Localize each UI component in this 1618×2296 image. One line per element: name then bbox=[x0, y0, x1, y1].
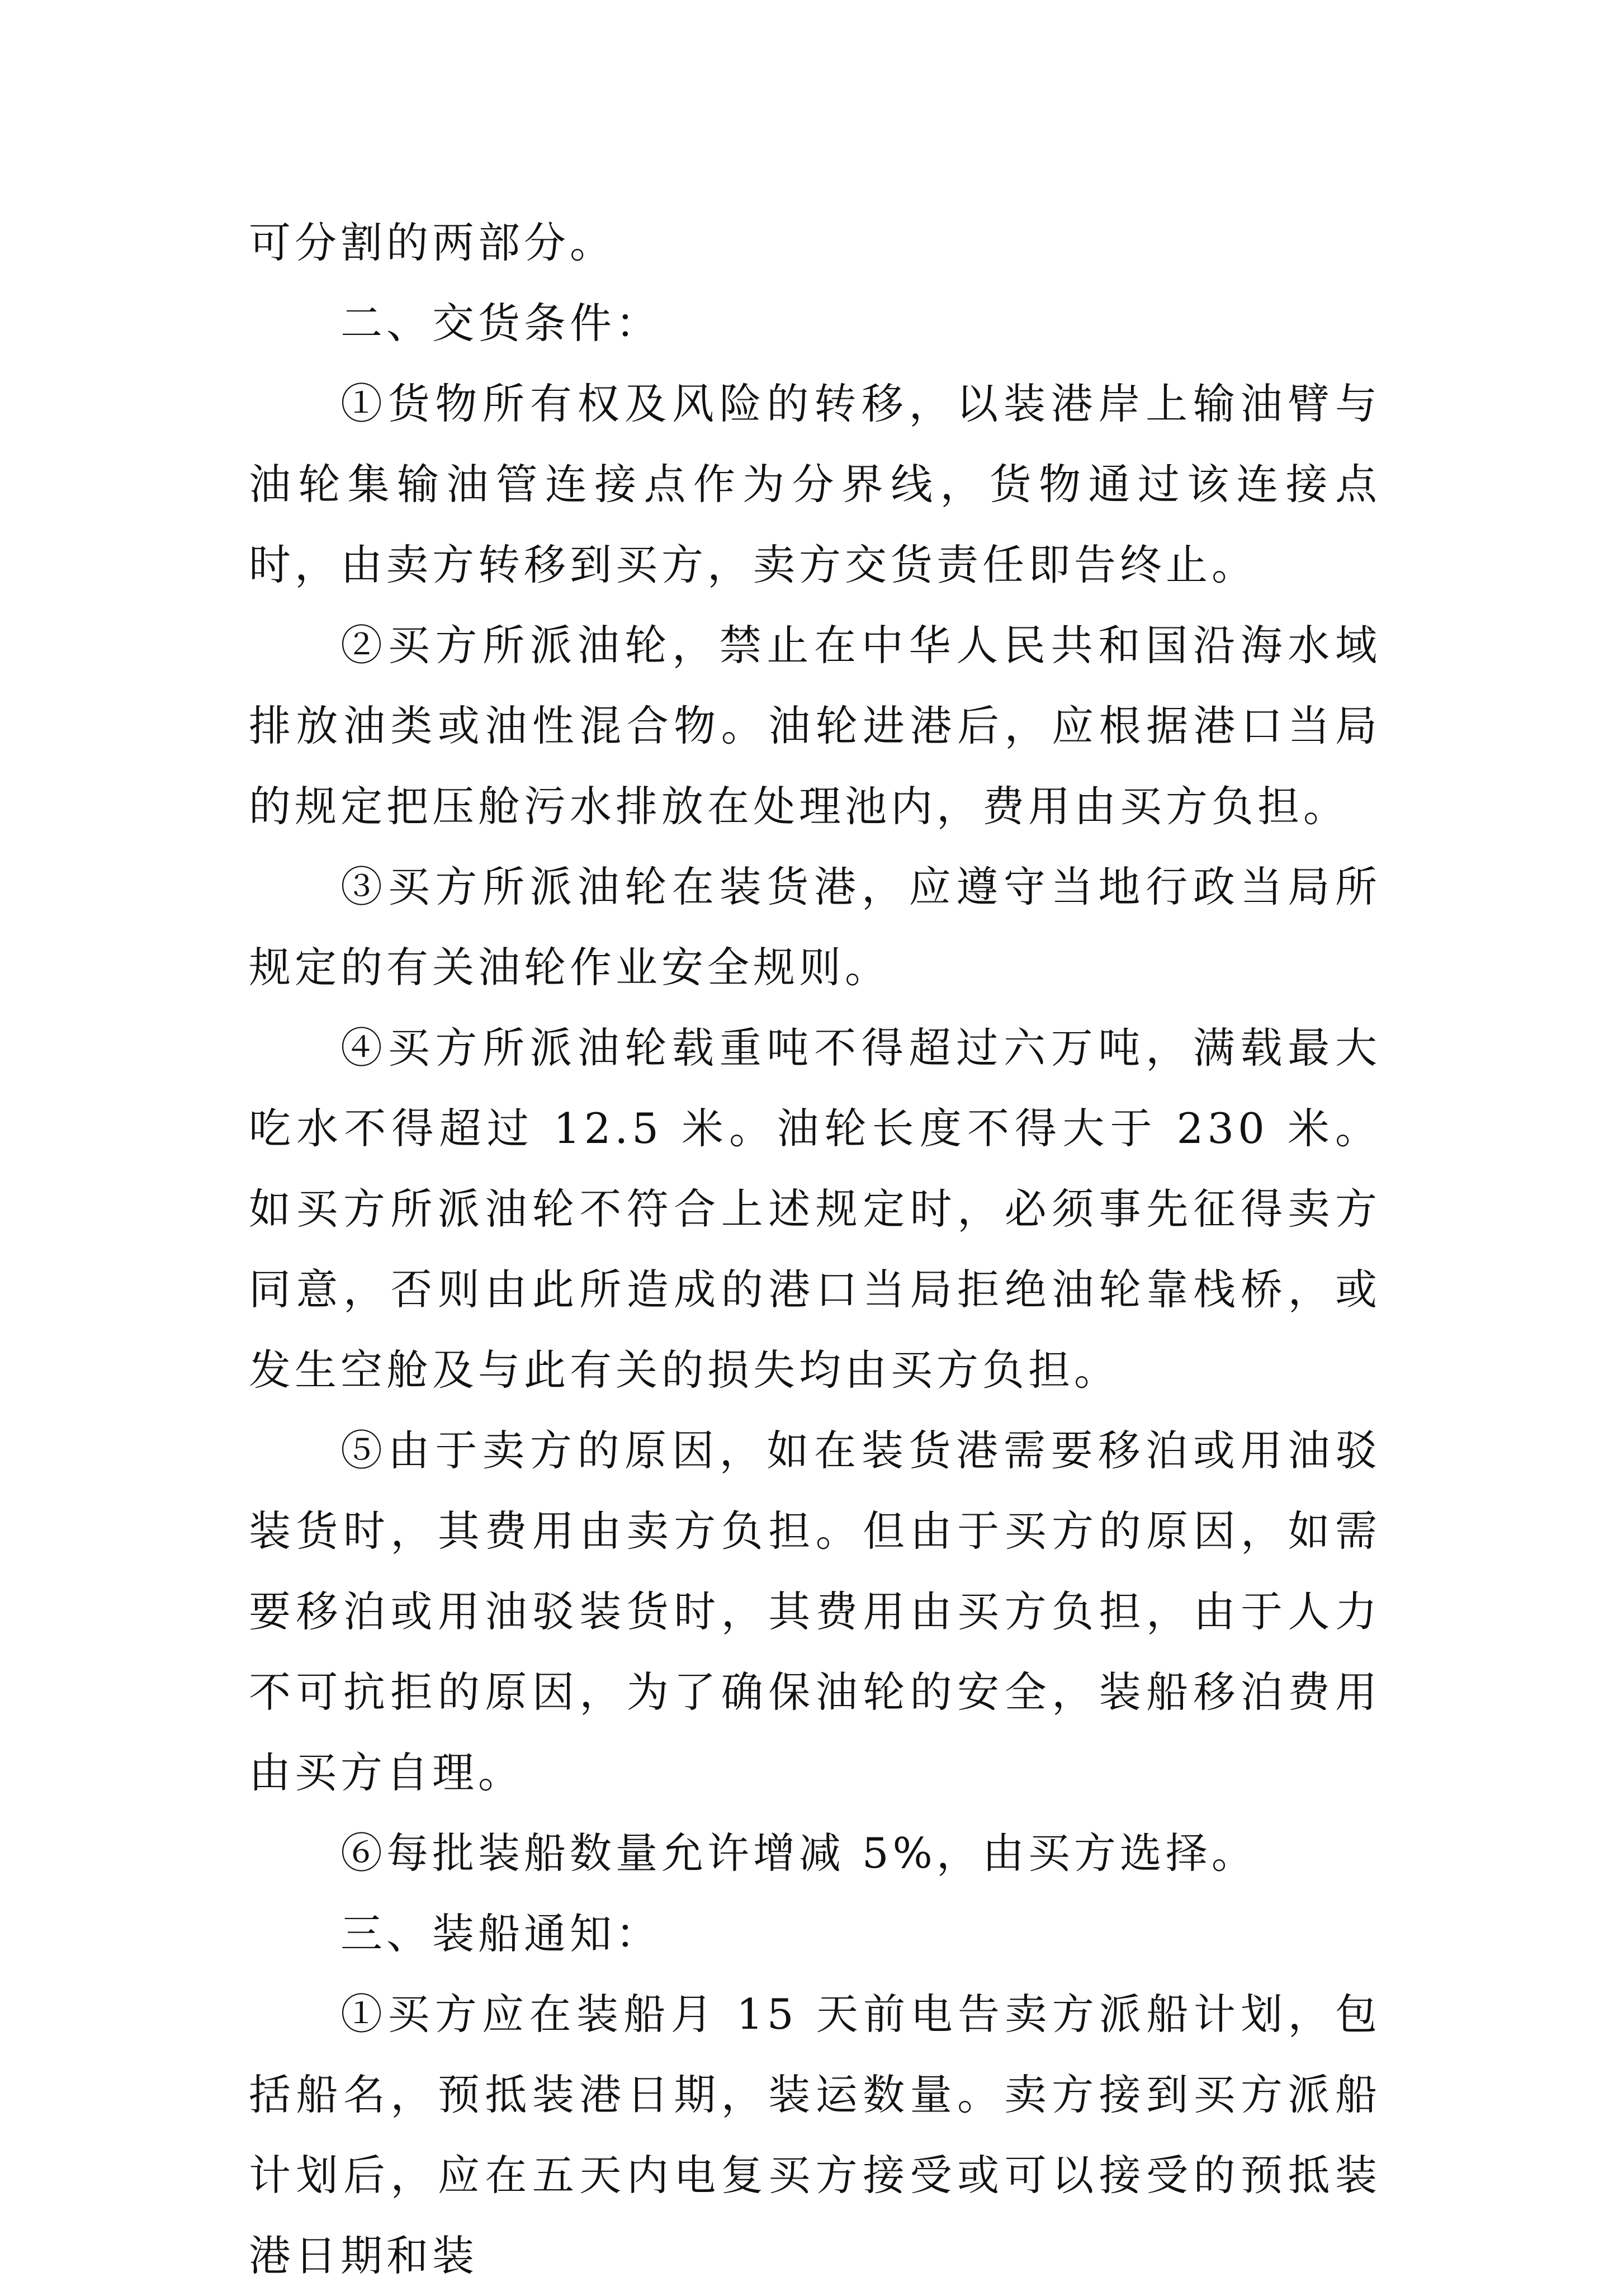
clause-shipping-1: ①买方应在装船月 15 天前电告卖方派船计划，包括船名，预抵装港日期，装运数量。卖方接到买方派船计划后，应在五天内电复买方接受或可以接受的预抵装港日期和装 bbox=[249, 1990, 1381, 2280]
clause-delivery-2: ②买方所派油轮，禁止在中华人民共和国沿海水域排放油类或油性混合物。油轮进港后，应根据港口当局的规定把压舱污水排放在处理池内，费用由买方负担。 bbox=[249, 621, 1381, 831]
contract-body bbox=[249, 202, 1381, 2296]
clause-delivery-5: ⑤由于卖方的原因，如在装货港需要移泊或用油驳装货时，其费用由卖方负担。但由于买方的原因，如需要移泊或用油驳装货时，其费用由买方负担，由于人力不可抗拒的原因，为了确保油轮的安全，装船移泊费用由买方自理。 bbox=[249, 1426, 1381, 1797]
clause-delivery-6: ⑥每批装船数量允许增减 5%，由买方选择。 bbox=[340, 1829, 1257, 1878]
heading-shipping-notice: 三、装船通知： bbox=[340, 1909, 662, 1958]
heading-delivery-terms: 二、交货条件： bbox=[340, 299, 662, 348]
clause-delivery-3: ③买方所派油轮在装货港，应遵守当地行政当局所规定的有关油轮作业安全规则。 bbox=[249, 862, 1381, 992]
clause-delivery-4: ④买方所派油轮载重吨不得超过六万吨，满载最大吃水不得超过 12.5 米。油轮长度不得大于 230 米。如买方所派油轮不符合上述规定时，必须事先征得卖方同意，否则由此所造成的港口当局拒绝油轮靠栈桥，或发生空舱及与此有关的损失均由买方负担。 bbox=[249, 1023, 1381, 1395]
clause-delivery-1: ①货物所有权及风险的转移，以装港岸上输油臂与油轮集输油管连接点作为分界线，货物通过该连接点时，由卖方转移到买方，卖方交货责任即告终止。 bbox=[249, 379, 1381, 589]
paragraph-continuation: 可分割的两部分。 bbox=[249, 218, 616, 267]
